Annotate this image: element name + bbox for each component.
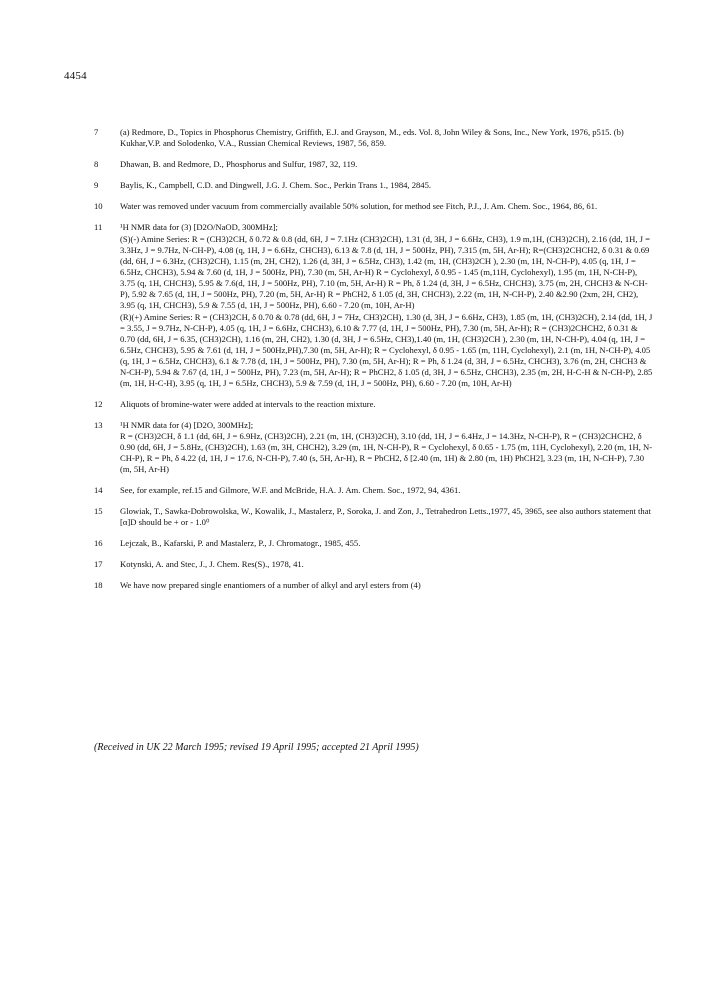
nmr-heading: ¹H NMR data for (3) [D2O/NaOD, 300MHz]; [120, 222, 278, 232]
s-amine-series-text: (S)(-) Amine Series: R = (CH3)2CH, δ 0.72 & 0.8 (dd, 6H, J = 7.1Hz (CH3)2CH), 1.31 (d, 3H, J = 6.6Hz, CH3), 1.9 m,1H, (CH3)2CH), 2.16 (dd, 1H, J = 3.3Hz, J = 9.7Hz, N-CH-P), 4.08 (q, 1H, J = 6.6Hz, CHCH3), 6.13 & 7.8 (d, 1H, J = 500Hz, PH), 7.315 (m, 5H, Ar-H); R=(CH3)2CHCH2, δ 0.31 & 0.69 (dd, 6H, J = 6.3Hz, (CH3)2CH), 1.15 (m, 2H, CH2), 1.26 (d, 3H, J = 6.5Hz, CH3), 1.42 (m, 1H, (CH3)2CH ), 2.30 (m, 1H, N-CH-P), 4.05 (q, 1H, J = 6.5Hz, CHCH3), 5.94 & 7.60 (d, 1H, J = 500Hz, PH), 7.30 (m, 5H, Ar-H) R = Cyclohexyl, δ 0.95 - 1.45 (m,11H, Cyclohexyl), 1.95 (m, 1H, N-CH-P), 3.75 (q, 1H, CHCH3), 5.95 & 7.6(d, 1H, J = 500Hz, PH), 7.10 (m, 5H, Ar-H) R = Ph, δ 1.24 (d, 3H, J = 6.5Hz, CHCH3), 3.75 (m, 2H, CHCH3 & N-CH-P), 5.92 & 7.65 (d, 1H, J = 500Hz, PH), 7.20 (m, 5H, Ar-H) R = PhCH2, δ 1.05 (d, 3H, CHCH3), 2.22 (m, 1H, N-CH-P), 2.40 &2.90 (2xm, 2H, CH2), 3.95 (q, 1H, CHCH3), 5.9 & 7.55 (d, 1H, J = 500Hz, PH), 6.60 - 7.20 (m, 10H, Ar-H) [120, 234, 650, 310]
reference-item [94, 399, 654, 410]
reference-number: 12 [94, 399, 103, 409]
reference-item [94, 559, 654, 570]
reference-item [94, 420, 654, 475]
reference-number: 11 [94, 222, 103, 232]
reference-text: Baylis, K., Campbell, C.D. and Dingwell, J.G. J. Chem. Soc., Perkin Trans 1., 1984, 2845. [120, 180, 432, 190]
reference-text: We have now prepared single enantiomers of a number of alkyl and aryl esters from (4) [120, 580, 421, 590]
reference-text: (a) Redmore, D., Topics in Phosphorus Chemistry, Griffith, E.J. and Grayson, M., eds. Vol. 8, John Wiley & Sons, Inc., New York, 1976, p515. (b) Kukhar,V.P. and Solodenko, V.A., Russian Chemical Reviews, 1987, 56, 859. [120, 127, 624, 148]
reference-item [94, 127, 654, 149]
nmr-data-text: R = (CH3)2CH, δ 1.1 (dd, 6H, J = 6.9Hz, (CH3)2CH), 2.21 (m, 1H, (CH3)2CH), 3.10 (dd, 1H, J = 6.4Hz, J = 14.3Hz, N-CH-P), R = (CH3)2CHCH2, δ 0.90 (dd, 6H, J = 5.8Hz, (CH3)2CH), 1.63 (m, 3H, CHCH2), 3.29 (m, 1H, N-CH-P), R = Cyclohexyl, δ 0.65 - 1.75 (m, 11H, Cyclohexyl), 2.20 (m, 1H, N-CH-P), R = Ph, δ 4.22 (d, 1H, J = 17.6, N-CH-P), 7.40 (s, 5H, Ar-H), R = PhCH2, δ [2.40 (m, 1H) & 2.80 (m, 1H) PhCH2], 3.23 (m, 1H, N-CH-P), 7.30 (m, 5H, Ar-H) [120, 431, 653, 474]
received-dates-line: (Received in UK 22 March 1995; revised 19 April 1995; accepted 21 April 1995) [94, 742, 419, 753]
reference-text: See, for example, ref.15 and Gilmore, W.F. and McBride, H.A. J. Am. Chem. Soc., 1972, 94, 4361. [120, 485, 461, 495]
reference-list [94, 127, 654, 601]
reference-item [94, 506, 654, 528]
reference-item [94, 159, 654, 170]
reference-number: 10 [94, 201, 103, 211]
reference-number: 9 [94, 180, 99, 190]
reference-text: Kotynski, A. and Stec, J., J. Chem. Res(S)., 1978, 41. [120, 559, 304, 569]
reference-item [94, 222, 654, 389]
reference-number: 18 [94, 580, 103, 590]
reference-number: 17 [94, 559, 103, 569]
reference-number: 16 [94, 538, 103, 548]
reference-item [94, 538, 654, 549]
reference-item [94, 485, 654, 496]
reference-text: Dhawan, B. and Redmore, D., Phosphorus and Sulfur, 1987, 32, 119. [120, 159, 358, 169]
reference-number: 15 [94, 506, 103, 516]
reference-number: 8 [94, 159, 99, 169]
reference-text: Aliquots of bromine-water were added at intervals to the reaction mixture. [120, 399, 376, 409]
page-number: 4454 [64, 70, 87, 82]
reference-number: 14 [94, 485, 103, 495]
reference-item [94, 580, 654, 591]
nmr-heading: ¹H NMR data for (4) [D2O, 300MHz]; [120, 420, 254, 430]
reference-text: Lejczak, B., Kafarski, P. and Mastalerz, P., J. Chromatogr., 1985, 455. [120, 538, 361, 548]
reference-item [94, 201, 654, 212]
reference-text: Glowiak, T., Sawka-Dobrowolska, W., Kowalik, J., Mastalerz, P., Soroka, J. and Zon, J., Tetrahedron Letts.,1977, 45, 3965, see also authors statement that [α]D should be + or - 1.0⁰ [120, 506, 651, 527]
reference-number: 7 [94, 127, 99, 137]
reference-number: 13 [94, 420, 103, 430]
reference-text: Water was removed under vacuum from commercially available 50% solution, for method see Fitch, P.J., J. Am. Chem. Soc., 1964, 86, 61. [120, 201, 598, 211]
r-amine-series-text: (R)(+) Amine Series: R = (CH3)2CH, δ 0.70 & 0.78 (dd, 6H, J = 7Hz, CH3)2CH), 1.30 (d, 3H, J = 6.6Hz, CH3), 1.85 (m, 1H, (CH3)2CH), 2.14 (dd, 1H, J = 3.55, J = 9.7Hz, N-CH-P), 4.05 (q, 1H, J = 6.6Hz, CHCH3), 6.10 & 7.77 (d, 1H, J = 500Hz, PH), 7.30 (m, 5H, Ar-H); R = (CH3)2CHCH2, δ 0.31 & 0.70 (dd, 6H, J = 6.35, (CH3)2CH), 1.16 (m, 2H, CH2), 1.30 (d, 3H, J = 6.5Hz, CH3),1.40 (m, 1H, (CH3)2CH ), 2.30 (m, 1H, N-CH-P), 4.04 (q, 1H, J = 6.5Hz, CHCH3), 5.95 & 7.61 (d, 1H, J = 500Hz,PH),7.30 (m, 5H, Ar-H); R = Cyclohexyl, δ 0.95 - 1.65 (m, 11H, Cyclohexyl), 2.1 (m, 1H, N-CH-P), 4.05 (q, 1H, J = 6.5Hz, CHCH3), 6.1 & 7.78 (d, 1H, J = 500Hz, PH), 7.30 (m, 5H, Ar-H); R = Ph, δ 1.24 (d, 3H, J = 6.5Hz, CHCH3), 3.76 (m, 2H, CHCH3 & N-CH-P), 5.94 & 7.67 (d, 1H, J = 500Hz, PH), 7.23 (m, 5H, Ar-H); R = PhCH2, δ 1.05 (d, 3H, J = 6.5Hz, CHCH3), 2.35 (m, 2H, H-C-H & N-CH-P), 2.85 (m, 1H, H-C-H), 3.95 (q, 1H, J = 6.5Hz, CHCH3), 5.9 & 7.59 (d, 1H, J = 500Hz, PH), 6.60 - 7.20 (m, 10H, Ar-H) [120, 312, 653, 388]
reference-item [94, 180, 654, 191]
